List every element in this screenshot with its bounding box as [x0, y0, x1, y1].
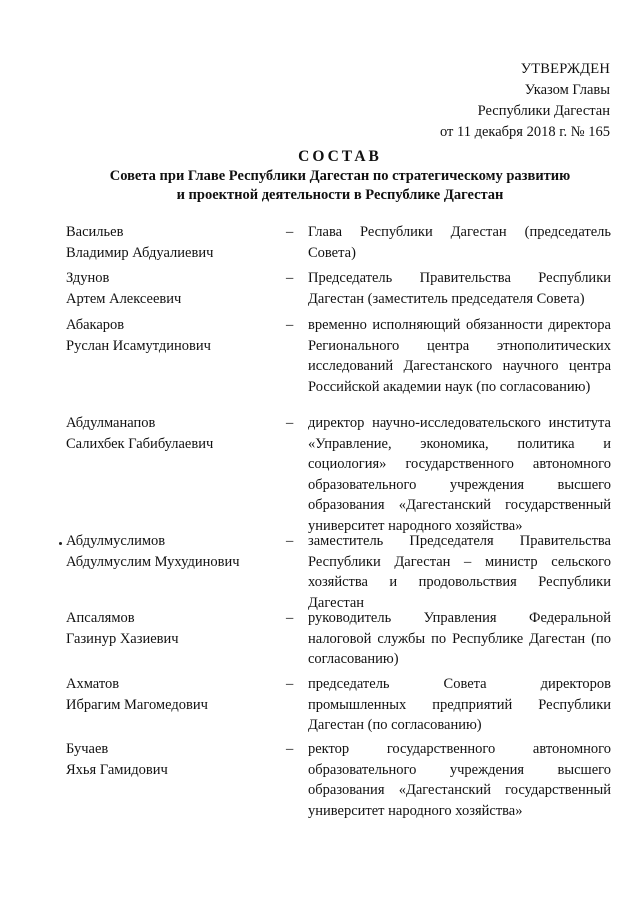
member-surname: Абдулмуслимов [66, 533, 166, 549]
member-name [66, 268, 281, 309]
member-surname: Апсалямов [66, 610, 135, 626]
member-name [66, 413, 281, 454]
member-dash: – [286, 741, 294, 757]
member-role: Глава Республики Дагестан (председатель Совета) [308, 224, 611, 261]
title-main: СОСТАВ [298, 148, 382, 165]
member-given-names: Ибрагим Магомедович [66, 696, 208, 713]
member-given-names: Газинур Хазиевич [66, 630, 179, 647]
member-name [66, 222, 281, 263]
member-surname: Ахматов [66, 676, 120, 692]
member-surname: Абакаров [66, 317, 125, 333]
member-given-names: Артем Алексеевич [66, 290, 182, 307]
member-role: председатель Совета директоров промышленных предприятий Республики Дагестан (по согласованию) [308, 676, 611, 733]
member-role: директор научно-исследовательского института «Управление, экономика, политика и социология» государственного автономного образовательного учреждения высшего образования «Дагестанский государственный университет народного хозяйства» [308, 415, 611, 534]
member-role: Председатель Правительства Республики Дагестан (заместитель председателя Совета) [308, 270, 611, 307]
member-dash: – [286, 270, 294, 286]
approval-by: Указом Главы [524, 82, 610, 98]
margin-dot [59, 542, 62, 545]
approval-authority: Республики Дагестан [477, 103, 610, 119]
document-title [40, 146, 640, 205]
member-name [66, 531, 281, 572]
member-surname: Абдулманапов [66, 415, 156, 431]
member-dash: – [286, 415, 294, 431]
title-line-1: Совета при Главе Республики Дагестан по стратегическому развитию [109, 168, 571, 184]
member-given-names: Салихбек Габибулаевич [66, 435, 214, 452]
member-role: ректор государственного автономного образовательного учреждения высшего образования «Дагестанский государственный университет народного хозяйства» [308, 741, 611, 819]
member-given-names: Руслан Исамутдинович [66, 337, 211, 354]
member-name [66, 608, 281, 649]
member-name [66, 739, 281, 780]
member-name [66, 315, 281, 356]
title-line-2: и проектной деятельности в Республике Дагестан [176, 187, 504, 203]
member-role: заместитель Председателя Правительства Республики Дагестан – министр сельского хозяйства и продовольствия Республики Дагестан [308, 533, 611, 611]
member-surname: Васильев [66, 224, 124, 240]
member-dash: – [286, 224, 294, 240]
member-surname: Здунов [66, 270, 110, 286]
approval-date-number: от 11 декабря 2018 г. № 165 [440, 124, 610, 140]
member-dash: – [286, 676, 294, 692]
member-given-names: Владимир Абдуалиевич [66, 244, 214, 261]
member-given-names: Яхья Гамидович [66, 761, 168, 778]
member-given-names: Абдулмуслим Мухудинович [66, 553, 240, 570]
approval-status: УТВЕРЖДЕН [520, 61, 610, 77]
member-dash: – [286, 317, 294, 333]
member-role: временно исполняющий обязанности директора Регионального центра этнополитических исследований Дагестанского научного центра Российской академии наук (по согласованию) [308, 317, 611, 395]
approval-stamp [400, 59, 610, 143]
member-name [66, 674, 281, 715]
member-dash: – [286, 610, 294, 626]
member-surname: Бучаев [66, 741, 109, 757]
member-dash: – [286, 533, 294, 549]
member-role: руководитель Управления Федеральной налоговой службы по Республике Дагестан (по согласованию) [308, 610, 611, 667]
